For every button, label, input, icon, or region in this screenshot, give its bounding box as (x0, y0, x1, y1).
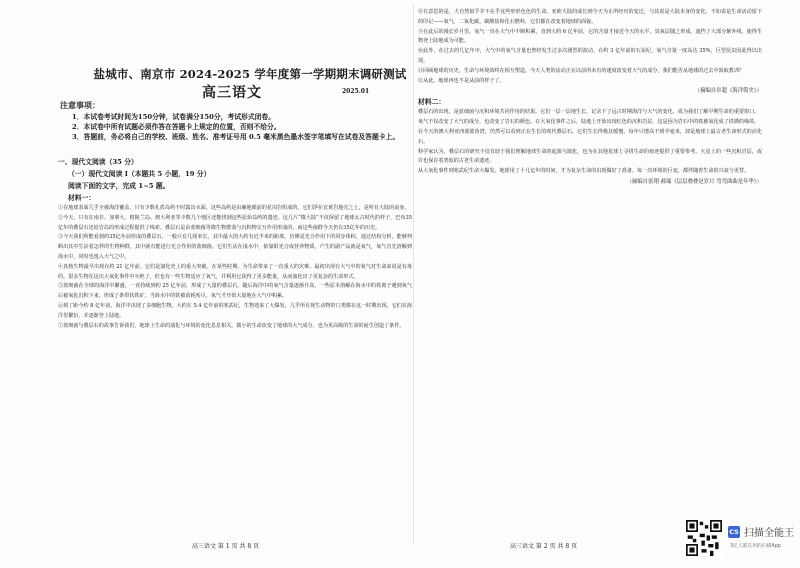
page-2-footer: 高三语文 第 2 页 共 8 页 (510, 543, 578, 550)
notice-list (72, 112, 402, 142)
paragraph: ⑨在此后的漫长岁月里，氧气一直在大气中不断积累，直到大约 6 亿年前，它的含量才接近今天的水平。臭氧层随之形成，遮挡了大部分紫外线，使得生物登上陆地成为可能。 (418, 28, 762, 45)
paragraph: 从大氧化事件到寒武纪生命大爆发，地球用了十几亿年的时间，才为复杂生命的出现做好了准备。每一次环境的巨变，都伴随着生命的兴衰与更替。 (418, 168, 750, 175)
exam-date: 2025.01 (342, 88, 370, 95)
page-1 (52, 0, 412, 568)
paragraph: ⑧有意思的是，大自然似乎并不在乎这些形形色色的生命。亚欧大陆的成长到今天为止所经历的变迁，与其说是大陆本身的变化，不如说是生命活动留下的印记——氧气、二氧化碳、碳酸盐和化石燃料，它们都在改变着地球的面貌。 (418, 9, 762, 25)
notice-heading: 注意事项： (60, 100, 100, 110)
paragraph: ⑪回顾地球的历史，生命与环境始终在相互塑造。今天人类的活动正在以前所未有的速度改变着大气的成分，我们能否从地球的过去中汲取教训？ (418, 67, 745, 74)
paragraph: 科学家认为，叠层石的研究不仅有助于我们理解地球生命的起源与演化，也为在其他星球上寻找生命的痕迹提供了重要参考。火星上的一些沉积岩层，或许也保存着类似的古老生命遗迹。 (418, 148, 762, 165)
material-2-label: 材料二： (418, 98, 446, 107)
paragraph: ③今天我们所能看到的35亿年前形成的叠层石，一般只有几厘米长，其中最大的大约有近半米的距离。仿佛是光合作用下的同步体积，通过结构分析，能够判断出其中生活着怎样的生物种群，其中就有能进行光合作用的蓝细菌。它们生活在浅水中，依靠阳光合成营养物质，产生的副产品就是氧气，氧气首先溶解到海水中，同时也逸入大气之中。 (58, 234, 412, 260)
subject-title: 高三语文 (202, 85, 262, 101)
page-2 (418, 0, 762, 568)
page-divider (413, 4, 414, 544)
source-citation: （摘编自章超《海洋简史》） (694, 88, 762, 95)
page-2-content (418, 8, 762, 187)
paragraph: ⑦蓝细菌与叠层石的故事告诉我们，地球上生命的演化与环境的变化息息相关。微小的生命改变了地球的大气成分，也为更高级的生命的诞生创造了条件。 (58, 322, 405, 329)
paragraph: ⑩此外，在过去的几亿年中，大气中的氧气含量也曾经发生过多次剧烈的波动。在约 3 亿年前的石炭纪，氧气含量一度高达 35%，巨型昆虫因此得以出现。 (418, 48, 762, 64)
qr-code-icon (686, 520, 722, 556)
page-1-footer: 高三语文 第 1 页 共 8 页 (192, 543, 260, 550)
material-1-label: 材料一： (68, 194, 96, 202)
notice-item: 2．本试卷中所有试题必须作答在答题卡上规定的位置，否则不给分。 (72, 123, 281, 131)
paragraph: ①在地球表面几乎全被海洋覆盖，只有少数孔盾岛屿不时露出水面。这些岛屿是由廉地眼前的花岗岩组成的，它们浮在宜黄岩地壳之上，是所有大陆的前身。 (58, 205, 410, 211)
paragraph: ②今天，只有在南非、加拿大、格陵兰岛、澳大利亚等少数几个地区还能找到这些原始岛屿的遗迹。这几片“微大陆”不仅保留了地球太古时代的样子，巴布35亿年的叠层石还给岩岛的形成过程提供了线索。叠层石是由蓝细菌等微生物群落与沉积物交互作用形成的，而这些菌群今天仍有35亿年的历史。 (58, 214, 412, 231)
paragraph: 在今天的澳大利亚西部鲨鱼湾，仍然可以看到正在生长的现代叠层石。它们生长得极其缓慢，每年只增高不到半毫米，却是地球上最古老生命形式的活化石。 (418, 128, 762, 145)
watermark-tagline: 3亿人都在用的扫描App (730, 544, 781, 549)
paragraph: ⑥到了距今约 8 亿年前，海洋中出现了多细胞生物。大约在 5.4 亿年前的寒武纪，生物迎来了大爆发，几乎所有现生动物的门类都在这一时期出现。它们在海洋里繁衍，并逐渐登上陆地。 (58, 302, 412, 319)
subsection-title: （一）现代文阅读 I（本题共 5 小题，19 分） (68, 170, 211, 178)
paragraph: ④真核生物最早出现在约 21 亿年前。它们是演化史上的重大突破，在某些时期，为生命带来了一次重大的灾难。最初出现在大气中的氧气对生命来说是有毒的，很多生物在这次大氧化事件中灭绝了，但也有一些生物适应了氧气，并利用它获得了更多能量，从而演化出了更复杂的生命形式。 (58, 263, 412, 280)
camscanner-logo-icon: CS (729, 528, 739, 536)
instruction: 阅读下面的文字，完成 1~5 题。 (68, 182, 170, 190)
notice-item: 3．答题前，务必将自己的学校、班级、姓名、准考证号用 0.5 毫米黑色墨水签字笔填写在试卷及答题卡上。 (72, 133, 400, 141)
scanner-watermark (686, 520, 796, 566)
exam-title: 盐城市、南京市 2024-2025 学年度第一学期期末调研测试 (93, 67, 407, 81)
paragraph: 叠层石的出现，是蓝细菌与沉积环境共同作用的结果。它们一层一层地生长，记录下了远古时期海洋与大气的变化，成为我们了解早期生命的重要窗口。 (418, 109, 760, 116)
paragraph: ⑤蓝细菌在全球的海洋中繁盛，一直持续到约 25 亿年前，形成了大量的叠层石。随后海洋中的氧气含量逐渐升高，一些原本溶解在海水中的铁离子遇到氧气后被氧化沉积下来，形成了条带状铁矿。当海水中的铁被消耗殆尽，氧气才开始大量地在大气中积累。 (58, 283, 412, 300)
paragraph: ⑫从此，地球再也不是从前的样子了。 (418, 77, 505, 84)
section-title: 一、现代文阅读（35 分） (58, 158, 138, 166)
watermark-name: 扫描全能王 (744, 528, 794, 539)
source-citation: （摘编自张翔 郝瑞《层层叠叠是岁月 弯弯曲曲是年华》） (626, 178, 762, 185)
notice-item: 1．本试卷考试时间为150分钟，试卷满分150分，考试形式闭卷。 (72, 113, 276, 121)
paragraph: 氧气不仅改变了大气的成分，也改变了岩石的颜色。在大氧化事件之后，陆地上开始出现红色的沉积岩层，这是因为岩石中的铁被氧化成了铁锈的缘故。 (418, 119, 760, 126)
section-one (58, 156, 412, 331)
